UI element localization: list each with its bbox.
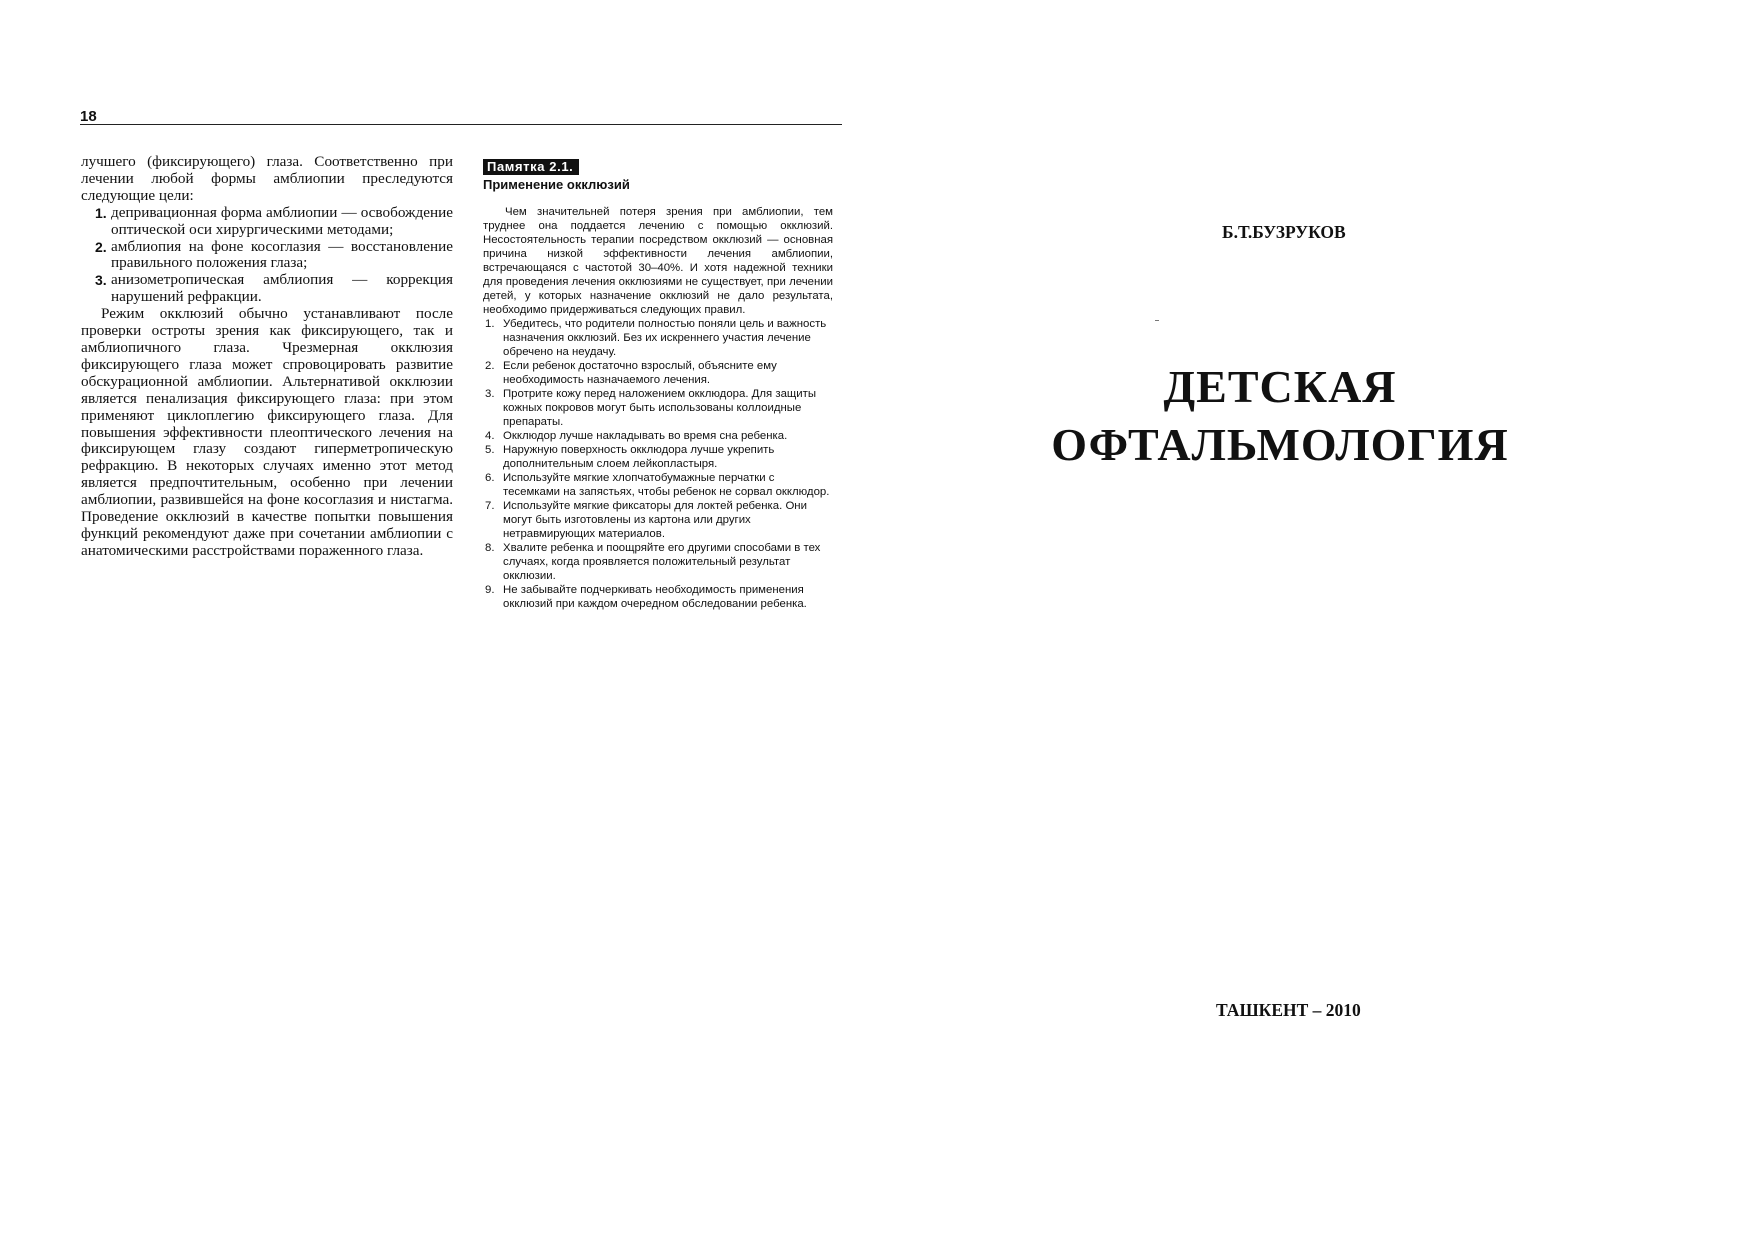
memo-box xyxy=(483,158,833,611)
cover-city-year: ТАШКЕНТ – 2010 xyxy=(1216,1000,1361,1020)
main-text-column xyxy=(81,154,453,560)
rule-number: 3. xyxy=(485,388,495,400)
rule-text: Убедитесь, что родители полностью поняли цель и важность назначения окклюзий. Без их искреннего участия лечение обречено на неудачу. xyxy=(503,318,827,358)
rule-text: Используйте мягкие хлопчатобумажные перчатки с тесемками на запястьях, чтобы ребенок не сорвал окклюдор. xyxy=(503,472,830,498)
memo-rule xyxy=(483,387,833,429)
memo-title: Применение окклюзий xyxy=(483,177,630,192)
goal-item xyxy=(81,272,453,306)
memo-rules-list xyxy=(483,317,833,611)
goal-number: 3. xyxy=(95,272,107,289)
rule-text: Наружную поверхность окклюдора лучше укрепить дополнительным слоем лейкопластыря. xyxy=(503,444,775,470)
rule-text: Если ребенок достаточно взрослый, объясните ему необходимость назначаемого лечения. xyxy=(503,360,777,386)
goal-item xyxy=(81,205,453,239)
rule-number: 1. xyxy=(485,318,495,330)
header-rule xyxy=(80,124,842,125)
scan-speck xyxy=(1155,320,1159,321)
memo-rule xyxy=(483,317,833,359)
cover-title-line2: ОФТАЛЬМОЛОГИЯ xyxy=(1051,419,1509,470)
intro-paragraph: лучшего (фиксирующего) глаза. Соответственно при лечении любой формы амблиопии преследуются следующие цели: xyxy=(81,153,453,204)
goal-text: депривационная форма амблиопии — освобождение оптической оси хирургическими методами; xyxy=(111,203,453,238)
memo-label: Памятка 2.1. xyxy=(483,159,579,175)
rule-text: Используйте мягкие фиксаторы для локтей ребенка. Они могут быть изготовлены из картона или других нетравмирующих материалов. xyxy=(503,500,807,540)
goals-list xyxy=(81,205,453,306)
occlusion-paragraph: Режим окклюзий обычно устанавливают после проверки остроты зрения как фиксирующего, так и амблиопичного глаза. Чрезмерная окклюзия фиксирующего глаза может спровоцировать развитие обскурационной амблиопии. Альтернативой окклюзии является пенализация фиксирующего глаза: при этом применяют циклоплегию фиксирующего глаза. Для повышения эффективности плеоптического лечения на фиксирующем глазу создают гиперметропическую рефракцию. В некоторых случаях именно этот метод является предпочтительным, особенно при лечении амблиопии, развившейся на фоне косоглазия и нистагма. Проведение окклюзий в качестве попытки повышения функций рекомендуют даже при сочетании амблиопии с анатомическими расстройствами пораженного глаза. xyxy=(81,305,453,559)
rule-text: Хвалите ребенка и поощряйте его другими способами в тех случаях, когда проявляется положительный результат окклюзии. xyxy=(503,542,821,582)
rule-number: 5. xyxy=(485,444,495,456)
memo-rule xyxy=(483,583,833,611)
rule-number: 9. xyxy=(485,584,495,596)
rule-number: 7. xyxy=(485,500,495,512)
goal-number: 1. xyxy=(95,204,107,221)
memo-rule xyxy=(483,359,833,387)
goal-number: 2. xyxy=(95,238,107,255)
memo-rule xyxy=(483,499,833,541)
rule-text: Не забывайте подчеркивать необходимость применения окклюзий при каждом очередном обследовании ребенка. xyxy=(503,584,807,610)
rule-number: 2. xyxy=(485,360,495,372)
memo-rule xyxy=(483,429,833,443)
goal-text: амблиопия на фоне косоглазия — восстановление правильного положения глаза; xyxy=(111,237,453,272)
memo-rule xyxy=(483,443,833,471)
cover-title xyxy=(1000,358,1560,474)
rule-text: Окклюдор лучше накладывать во время сна ребенка. xyxy=(503,430,788,442)
memo-rule xyxy=(483,541,833,583)
rule-number: 6. xyxy=(485,472,495,484)
memo-intro: Чем значительней потеря зрения при амблиопии, тем труднее она поддается лечению с помощью окклюзий. Несостоятельность терапии посредством окклюзий — основная причина низкой эффективности лечения амблиопии, встречающаяся с частотой 30–40%. И хотя надежной техники для проведения лечения окклюзиями не существует, при лечении детей, у которых назначение окклюзий не дало результата, необходимо придерживаться следующих правил. xyxy=(483,206,833,316)
goal-item xyxy=(81,239,453,273)
page-number: 18 xyxy=(80,108,97,125)
memo-rule xyxy=(483,471,833,499)
cover-author: Б.Т.БУЗРУКОВ xyxy=(1222,222,1346,242)
rule-number: 8. xyxy=(485,542,495,554)
rule-text: Протрите кожу перед наложением окклюдора. Для защиты кожных покровов могут быть использованы коллоидные препараты. xyxy=(503,388,817,428)
rule-number: 4. xyxy=(485,430,495,442)
goal-text: анизометропическая амблиопия — коррекция нарушений рефракции. xyxy=(111,271,453,306)
cover-title-line1: ДЕТСКАЯ xyxy=(1163,361,1397,412)
